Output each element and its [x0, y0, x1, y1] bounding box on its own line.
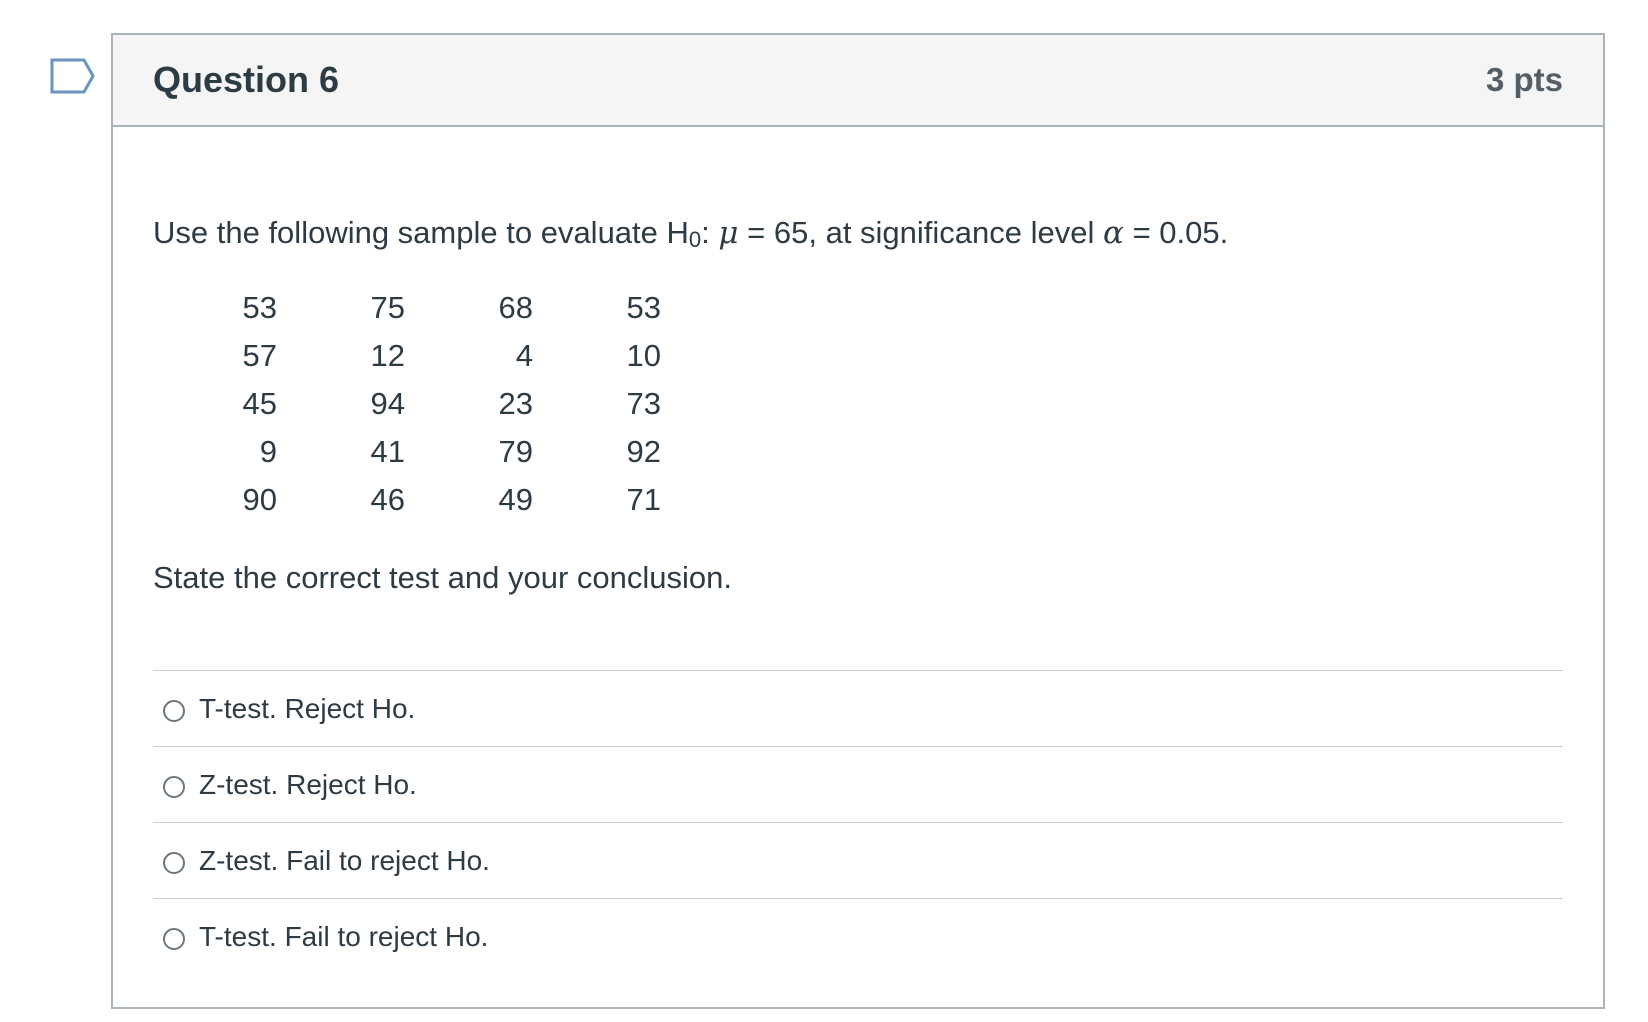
sample-cell: 57 — [242, 338, 277, 373]
radio-button-icon[interactable] — [163, 928, 185, 950]
sample-cell: 71 — [626, 482, 661, 517]
sample-cell: 53 — [242, 290, 277, 325]
sample-row — [227, 332, 661, 380]
sample-cell: 49 — [498, 482, 533, 517]
answer-option[interactable] — [153, 747, 1563, 823]
sample-cell: 79 — [498, 434, 533, 469]
sample-row — [227, 476, 661, 524]
sample-row — [227, 428, 661, 476]
sample-row — [227, 380, 661, 428]
answer-option[interactable] — [153, 899, 1563, 974]
sample-row — [227, 284, 661, 332]
answer-label[interactable]: T-test. Reject Ho. — [199, 692, 416, 724]
question-points: 3 pts — [1485, 61, 1563, 98]
alpha-symbol: α — [1103, 215, 1124, 251]
answer-label[interactable]: Z-test. Fail to reject Ho. — [199, 844, 490, 876]
question-instruction: State the correct test and your conclusion. — [153, 560, 732, 595]
sample-cell: 12 — [370, 338, 405, 373]
radio-button-icon[interactable] — [163, 776, 185, 798]
sample-cell: 10 — [626, 338, 661, 373]
prompt-colon: : — [701, 215, 719, 250]
sample-cell: 73 — [626, 386, 661, 421]
answer-option[interactable] — [153, 671, 1563, 747]
question-title: Question 6 — [153, 59, 340, 100]
answer-option[interactable] — [153, 823, 1563, 899]
prompt-text-prefix: Use the following sample to evaluate H — [153, 215, 689, 250]
sample-cell: 46 — [370, 482, 405, 517]
sample-cell: 92 — [626, 434, 661, 469]
sample-cell: 45 — [242, 386, 277, 421]
answer-list — [153, 670, 1563, 974]
prompt-text-middle: = 65, at significance level — [738, 215, 1104, 250]
mu-symbol: μ — [718, 215, 739, 251]
answer-label[interactable]: Z-test. Reject Ho. — [199, 768, 417, 800]
sample-cell: 94 — [370, 386, 405, 421]
prompt-text-suffix: = 0.05. — [1123, 215, 1229, 250]
sample-cell: 23 — [498, 386, 533, 421]
sample-cell: 68 — [498, 290, 533, 325]
sample-cell: 53 — [626, 290, 661, 325]
radio-button-icon[interactable] — [163, 700, 185, 722]
sample-cell: 4 — [515, 338, 533, 373]
prompt-subscript: 0 — [688, 227, 702, 252]
radio-button-icon[interactable] — [163, 852, 185, 874]
sample-data-table — [227, 284, 661, 524]
sample-cell: 9 — [259, 434, 277, 469]
question-prompt — [153, 213, 1563, 260]
answer-label[interactable]: T-test. Fail to reject Ho. — [199, 920, 489, 952]
sample-cell: 75 — [370, 290, 405, 325]
sample-cell: 41 — [370, 434, 405, 469]
question-body — [113, 213, 1603, 974]
sample-cell: 90 — [242, 482, 277, 517]
question-card — [111, 33, 1605, 1009]
bookmark-flag-icon[interactable] — [50, 58, 96, 94]
question-header — [113, 35, 1603, 127]
